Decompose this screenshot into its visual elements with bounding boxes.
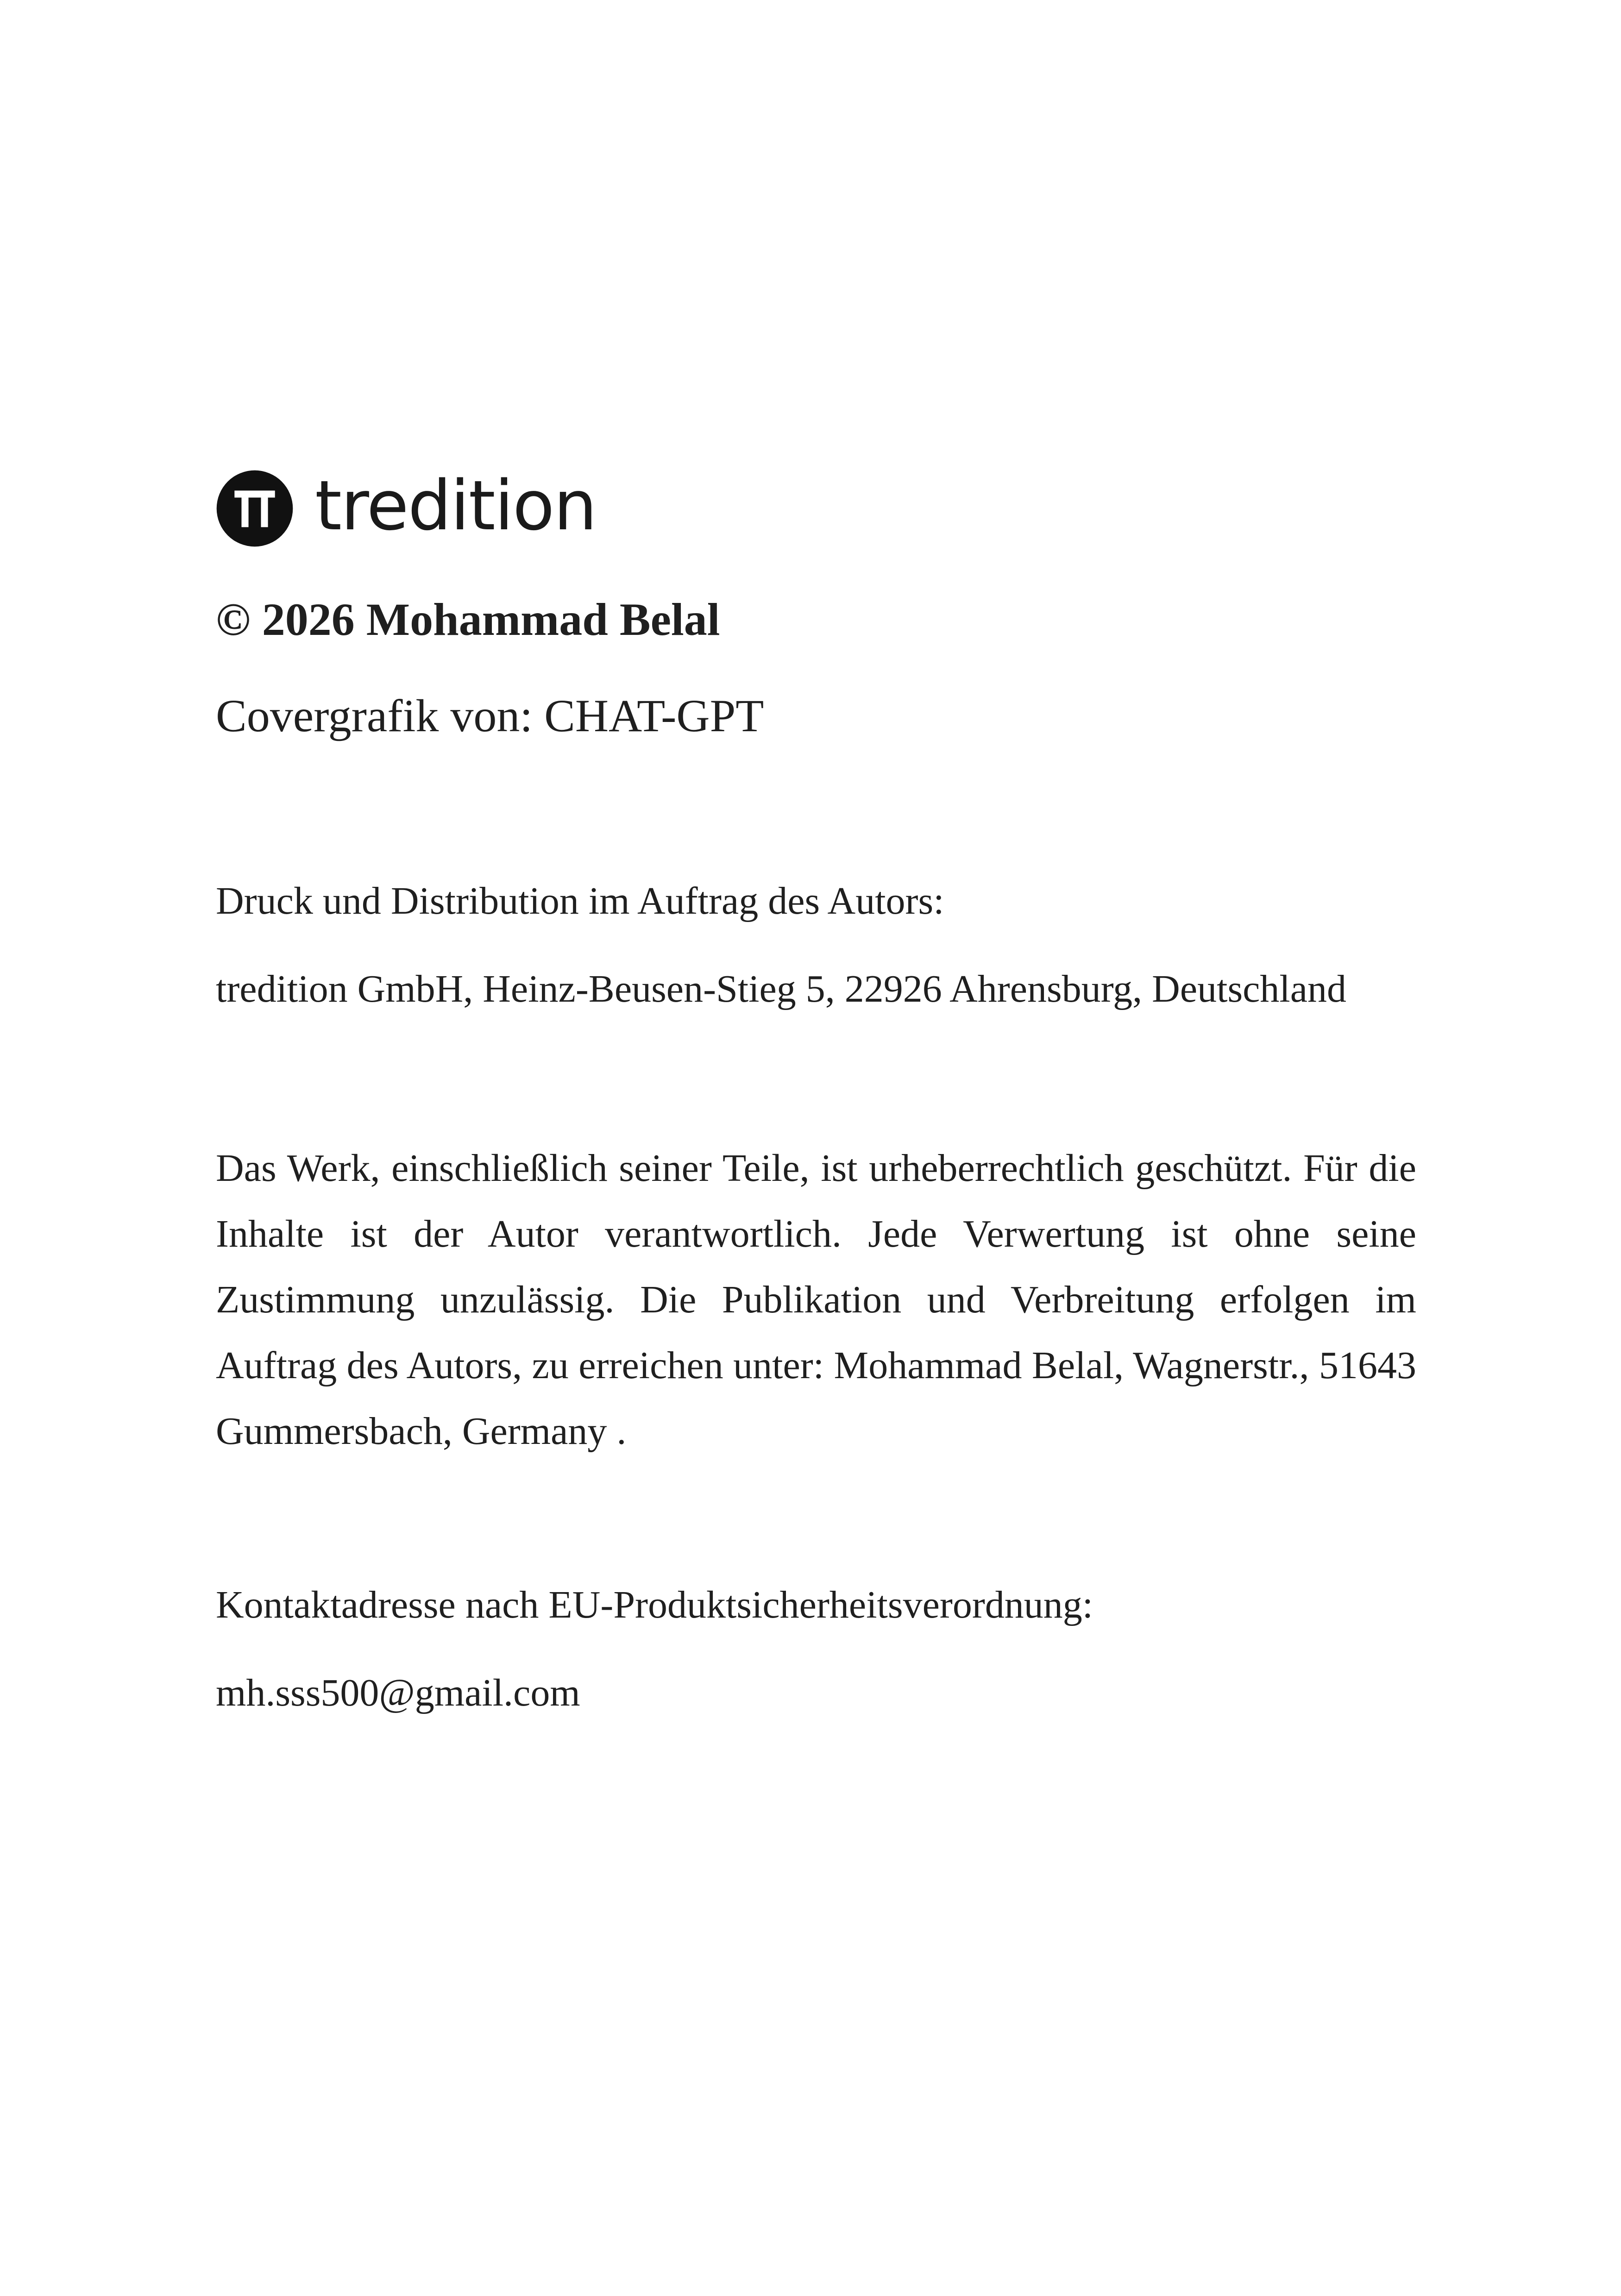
publisher-wordmark: tredition bbox=[315, 466, 597, 546]
distribution-heading: Druck und Distribution im Auftrag des Autors: bbox=[216, 879, 944, 922]
rights-notice-paragraph: Das Werk, einschließlich seiner Teile, ist urheberrechtlich geschützt. Für die Inhalte ist der Autor verantwortlich. Jede Verwertung ist ohne seine Zustimmung unzulässig. Die Publikation und Verbreitung erfolgen im Auftrag des Autors, zu erreichen unter: Mohammad Belal, Wagnerstr., 51643 Gummersbach, Germany . bbox=[216, 1147, 1416, 1453]
tredition-logo-mark-icon bbox=[216, 470, 294, 547]
copyright-line: © 2026 Mohammad Belal bbox=[216, 594, 720, 645]
distribution-address: tredition GmbH, Heinz-Beusen-Stieg 5, 22926 Ahrensburg, Deutschland bbox=[216, 967, 1347, 1010]
cover-credit: Covergrafik von: CHAT-GPT bbox=[216, 690, 764, 741]
contact-heading: Kontaktadresse nach EU-Produktsicherheitsverordnung: bbox=[216, 1583, 1093, 1626]
publisher-logo bbox=[216, 468, 596, 549]
contact-email: mh.sss500@gmail.com bbox=[216, 1671, 580, 1714]
